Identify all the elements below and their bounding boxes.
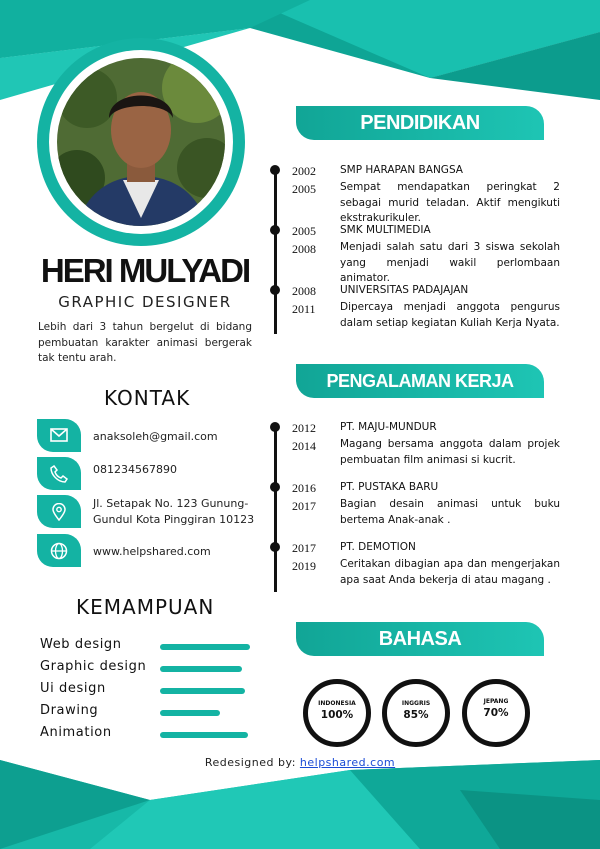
profile-summary: Lebih dari 3 tahun bergelut di bidang pembuatan karakter animasi bergerak tak tentu arah. (38, 321, 252, 364)
globe-icon (37, 534, 81, 567)
experience-title: PT. DEMOTION (340, 541, 416, 553)
education-year-end: 2008 (292, 242, 316, 256)
address-text (93, 496, 254, 528)
skill-label: Animation (40, 725, 112, 740)
timeline-dot (270, 225, 280, 235)
profile-photo-frame (37, 38, 245, 246)
language-inggris-badge (382, 679, 450, 747)
education-title: UNIVERSITAS PADAJAJAN (340, 284, 469, 296)
skill-bar (160, 732, 248, 738)
mail-icon (37, 419, 81, 452)
contact-email (37, 419, 287, 452)
timeline-dot (270, 542, 280, 552)
timeline-dot (270, 482, 280, 492)
language-level: 70% (483, 707, 509, 719)
contact-address (37, 495, 287, 528)
contact-section-title: KONTAK (104, 386, 191, 410)
profile-photo (57, 58, 225, 226)
timeline-dot (270, 422, 280, 432)
languages-banner: BAHASA (296, 622, 544, 656)
education-year-start: 2008 (292, 284, 316, 298)
language-name: JEPANG (483, 698, 509, 705)
address-line-1: Jl. Setapak No. 123 Gunung- (93, 497, 249, 510)
language-name: INGGRIS (401, 700, 431, 707)
education-year-start: 2002 (292, 164, 316, 178)
language-name: INDONESIA (318, 700, 356, 707)
experience-year-start: 2017 (292, 541, 316, 555)
experience-title: PT. MAJU-MUNDUR (340, 421, 437, 433)
experience-description: Magang bersama anggota dalam projek pembuatan film animasi si kucrit. (340, 438, 560, 466)
email-text[interactable]: anaksoleh@gmail.com (93, 430, 218, 443)
skill-label: Graphic design (40, 659, 147, 674)
timeline-dot (270, 285, 280, 295)
website-text[interactable]: www.helpshared.com (93, 545, 211, 558)
job-title: GRAPHIC DESIGNER (58, 293, 232, 311)
language-level: 100% (320, 709, 354, 721)
skill-bar (160, 688, 245, 694)
education-description: Dipercaya menjadi anggota pengurus dalam setiap kegiatan Kuliah Kerja Nyata. (340, 301, 560, 329)
education-title: SMP HARAPAN BANGSA (340, 164, 463, 176)
skill-label: Ui design (40, 681, 106, 696)
skill-label: Web design (40, 637, 122, 652)
experience-year-end: 2017 (292, 499, 316, 513)
experience-title: PT. PUSTAKA BARU (340, 481, 439, 493)
education-timeline (274, 166, 277, 334)
experience-banner: PENGALAMAN KERJA (296, 364, 544, 398)
footer-prefix: Redesigned by: (204, 756, 296, 769)
address-line-2: Gundul Kota Pinggiran 10123 (93, 513, 255, 526)
education-title: SMK MULTIMEDIA (340, 224, 431, 236)
skill-label: Drawing (40, 703, 99, 718)
education-year-end: 2011 (292, 302, 316, 316)
experience-year-end: 2019 (292, 559, 316, 573)
language-jepang-badge (462, 679, 530, 747)
footer-credit (0, 756, 600, 769)
skill-bar (160, 666, 242, 672)
education-year-start: 2005 (292, 224, 316, 238)
experience-year-start: 2012 (292, 421, 316, 435)
experience-year-start: 2016 (292, 481, 316, 495)
experience-description: Bagian desain animasi untuk buku bertema Anak-anak . (340, 498, 560, 526)
education-description: Menjadi salah satu dari 3 siswa sekolah yang menjadi wakil perlombaan animator. (340, 241, 560, 284)
footer-link[interactable]: helpshared.com (299, 756, 396, 769)
timeline-dot (270, 165, 280, 175)
experience-year-end: 2014 (292, 439, 316, 453)
skill-bar (160, 710, 220, 716)
education-description: Sempat mendapatkan peringkat 2 sebagai murid teladan. Aktif mengikuti ekstrakurikuler. (340, 181, 560, 224)
language-level: 85% (403, 709, 429, 721)
experience-timeline (274, 424, 277, 592)
contact-phone (37, 457, 287, 490)
skill-bar (160, 644, 250, 650)
education-year-end: 2005 (292, 182, 316, 196)
location-pin-icon (37, 495, 81, 528)
skills-section-title: KEMAMPUAN (76, 595, 215, 619)
phone-text: 081234567890 (93, 463, 177, 476)
language-indonesia-badge (303, 679, 371, 747)
education-banner: PENDIDIKAN (296, 106, 544, 140)
phone-icon (37, 457, 81, 490)
contact-website (37, 534, 287, 567)
person-name: HERI MULYADI (40, 252, 250, 289)
experience-description: Ceritakan dibagian apa dan mengerjakan apa saat Anda bekerja di atau magang . (340, 558, 560, 586)
